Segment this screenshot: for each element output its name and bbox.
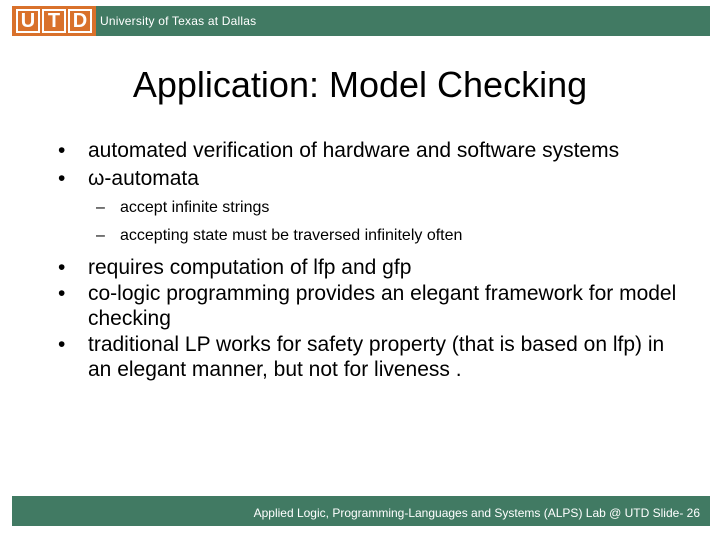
logo-letter-d: D (68, 9, 92, 33)
bullet-text: automated verification of hardware and software systems (88, 139, 620, 162)
bullet-marker: • (58, 256, 66, 279)
sub-bullet-marker: – (96, 227, 105, 244)
bullet-marker: • (58, 167, 66, 190)
bullet-text: co-logic programming provides an elegant framework for model checking (88, 282, 677, 330)
utd-logo (12, 6, 96, 36)
bullet-text: traditional LP works for safety property (that is based on lfp) in an elegant manner, but not for liveness . (88, 333, 665, 381)
logo-letter-u: U (16, 9, 40, 33)
bullet-item (56, 138, 686, 163)
bullet-marker: • (58, 139, 66, 162)
bullet-text: requires computation of lfp and gfp (88, 256, 412, 279)
sub-bullet-item (56, 225, 686, 247)
logo-letter-t: T (42, 9, 66, 33)
bullet-marker: • (58, 333, 66, 356)
bullet-item (56, 255, 686, 280)
sub-bullet-marker: – (96, 199, 105, 216)
sub-bullet-item (56, 197, 686, 219)
bullet-item (56, 166, 686, 191)
footer (12, 496, 710, 526)
sub-bullet-text: accepting state must be traversed infinitely often (120, 227, 463, 244)
bullet-item (56, 281, 686, 331)
bullet-marker: • (58, 282, 66, 305)
header (0, 0, 720, 42)
slide-title: Application: Model Checking (132, 64, 588, 105)
bullet-item (56, 332, 686, 382)
footer-text: Applied Logic, Programming-Languages and Systems (ALPS) Lab @ UTD Slide- 26 (253, 506, 700, 520)
header-title: University of Texas at Dallas (100, 14, 257, 28)
sub-bullet-text: accept infinite strings (120, 199, 270, 216)
slide-content (56, 138, 686, 382)
bullet-text: ω-automata (88, 167, 199, 190)
